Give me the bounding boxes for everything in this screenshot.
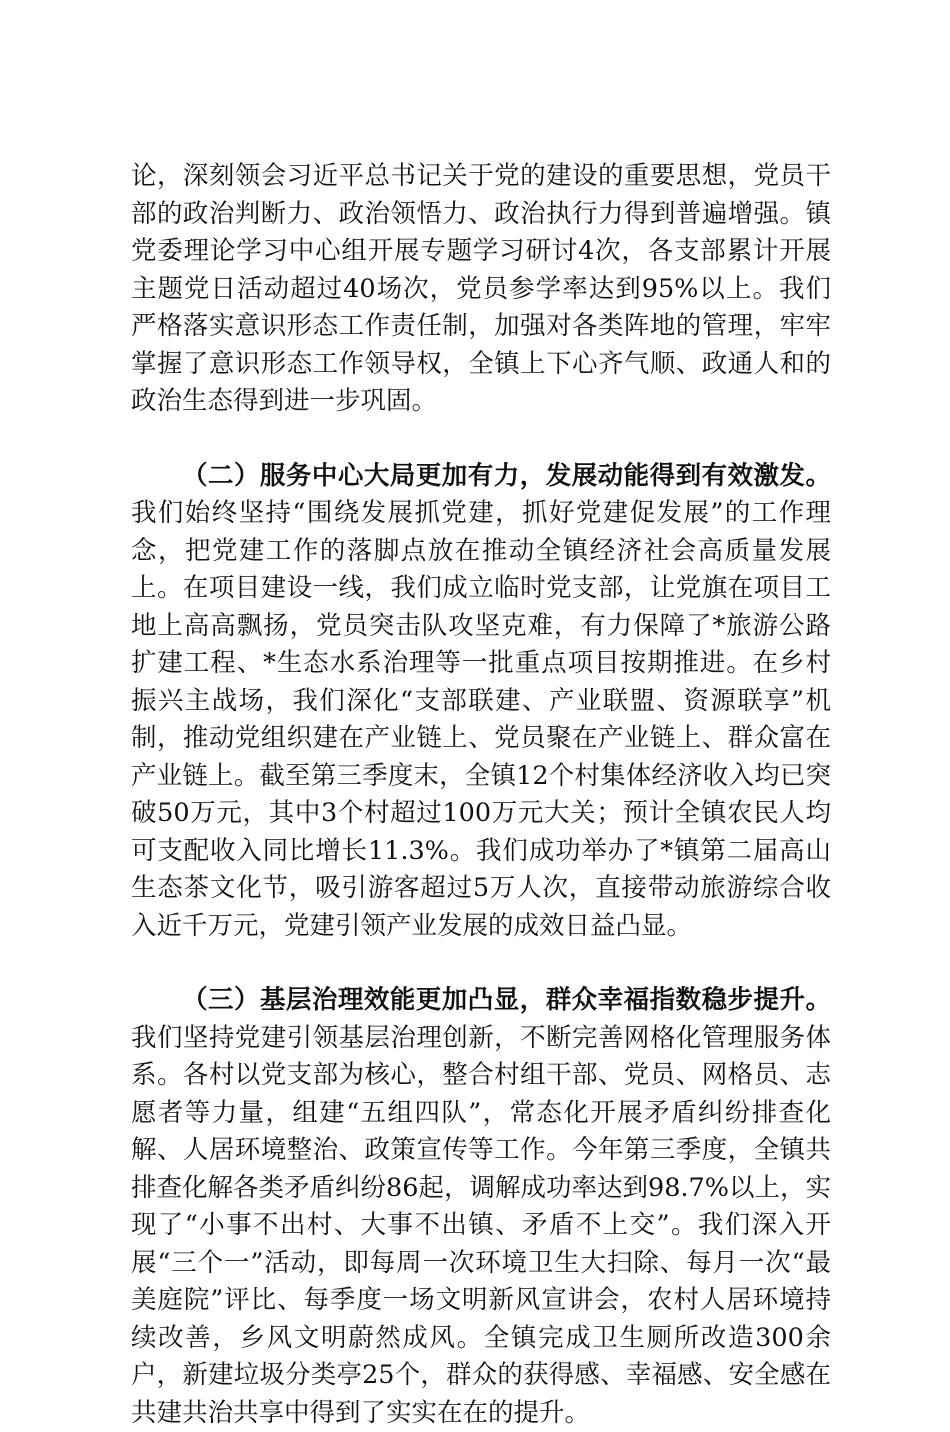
section-heading-2: （二）服务中心大局更加有力，发展动能得到有效激发。 (182, 460, 831, 491)
section-heading-3: （三）基层治理效能更加凸显，群众幸福指数稳步提升。 (182, 985, 831, 1015)
paragraph-grassroots-governance (131, 982, 831, 1432)
document-page (131, 158, 831, 1432)
paragraph-development-service (131, 458, 831, 946)
paragraph-body: 论，深刻领会习近平总书记关于党的建设的重要思想，党员干部的政治判断力、政治领悟力、政治执行力得到普遍增强。镇党委理论学习中心组开展专题学习研讨4次，各支部累计开展主题党日活动超过40场次，党员参学率达到95%以上。我们严格落实意识形态工作责任制，加强对各类阵地的管理，牢牢掌握了意识形态工作领导权，全镇上下心齐气顺、政通人和的政治生态得到进一步巩固。 (131, 161, 831, 416)
paragraph-body: 我们坚持党建引领基层治理创新，不断完善网格化管理服务体系。各村以党支部为核心，整合村组干部、党员、网格员、志愿者等力量，组建“五组四队”，常态化开展矛盾纠纷排查化解、人居环境整治、政策宣传等工作。今年第三季度，全镇共排查化解各类矛盾纠纷86起，调解成功率达到98.7%以上，实现了“小事不出村、大事不出镇、矛盾不上交”。我们深入开展“三个一”活动，即每周一次环境卫生大扫除、每月一次“最美庭院”评比、每季度一场文明新风宣讲会，农村人居环境持续改善，乡风文明蔚然成风。全镇完成卫生厕所改造300余户，新建垃圾分类亭25个，群众的获得感、幸福感、安全感在共建共治共享中得到了实实在在的提升。 (131, 1022, 831, 1428)
paragraph-party-building-theory (131, 158, 831, 421)
paragraph-body: 我们始终坚持“围绕发展抓党建，抓好党建促发展”的工作理念，把党建工作的落脚点放在推动全镇经济社会高质量发展上。在项目建设一线，我们成立临时党支部，让党旗在项目工地上高高飘扬，党员突击队攻坚克难，有力保障了*旅游公路扩建工程、*生态水系治理等一批重点项目按期推进。在乡村振兴主战场，我们深化“支部联建、产业联盟、资源联享”机制，推动党组织建在产业链上、党员聚在产业链上、群众富在产业链上。截至第三季度末，全镇12个村集体经济收入均已突破50万元，其中3个村超过100万元大关；预计全镇农民人均可支配收入同比增长11.3%。我们成功举办了*镇第二届高山生态茶文化节，吸引游客超过5万人次，直接带动旅游综合收入近千万元，党建引领产业发展的成效日益凸显。 (131, 498, 831, 941)
